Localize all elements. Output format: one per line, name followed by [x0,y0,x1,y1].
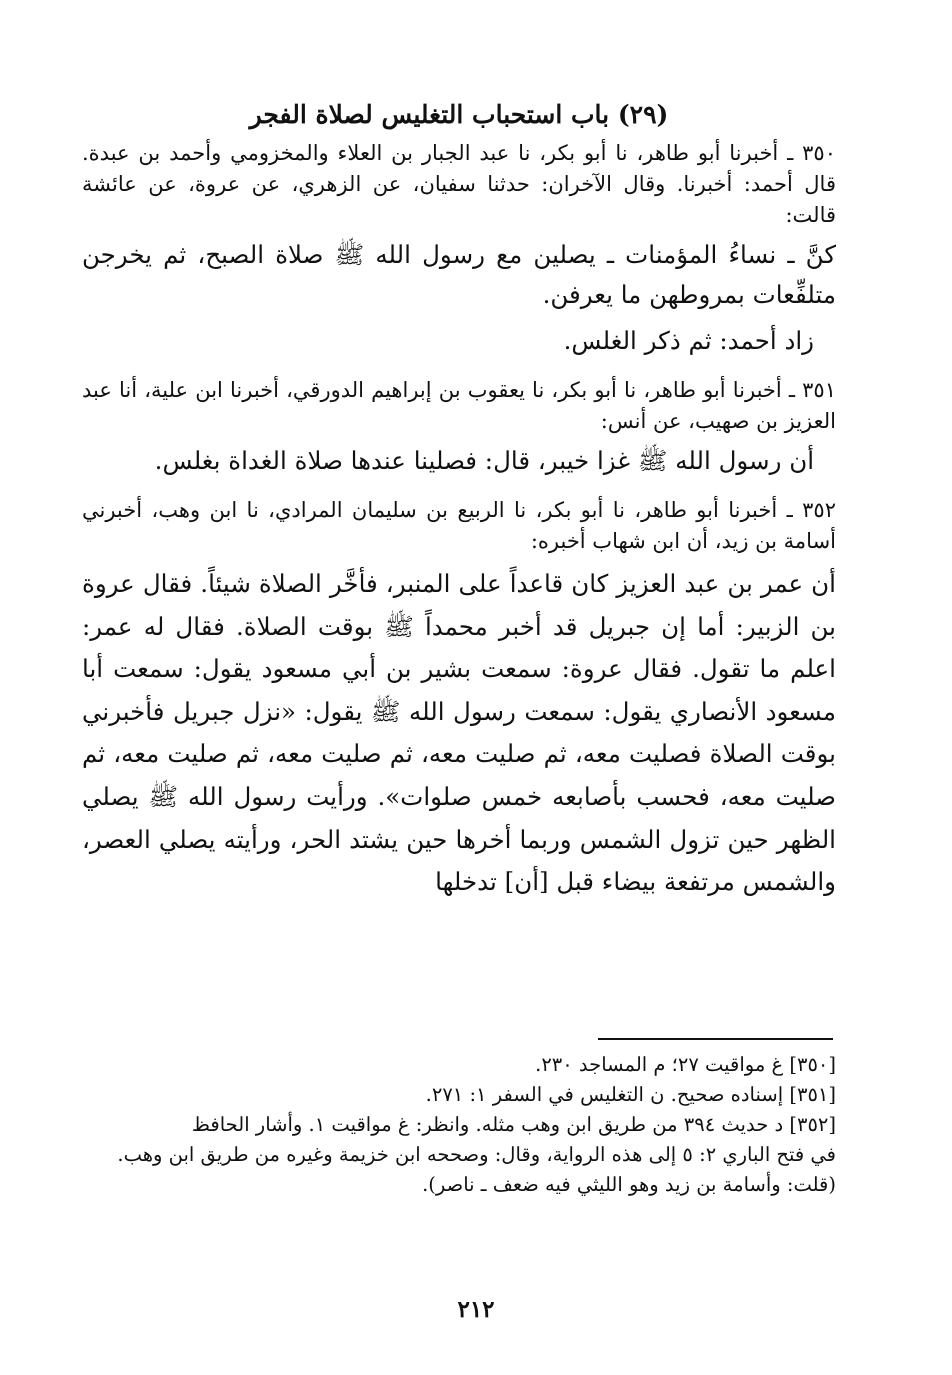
hadith-350-addition: زاد أحمد: ثم ذكر الغلس. [563,326,814,355]
footnotes [82,1050,836,1200]
footnote-352-remark: (قلت: وأسامة بن زيد وهو الليثي فيه ضعف ـ ناصر). [422,1173,836,1196]
page-number: ٢١٢ [457,1296,495,1323]
footnote-separator [598,1038,833,1040]
footnote-text: د حديث ٣٩٤ من طريق ابن وهب مثله. وانظر: غ مواقيت ١. وأشار الحافظ [191,1113,784,1136]
hadith-351-isnad: ٣٥١ ـ أخبرنا أبو طاهر، نا أبو بكر، نا يعقوب بن إبراهيم الدورقي، أخبرنا ابن علية، أنا عبد العزيز بن صهيب، عن أنس: [82,378,836,433]
footnote-ref: [٣٥١] [789,1083,836,1106]
footnote-ref: [٣٥٢] [789,1113,836,1136]
footnote-text: إسناده صحيح. ن التغليس في السفر ١: ٢٧١. [425,1083,784,1106]
main-text [82,96,836,910]
hadith-352-isnad: ٣٥٢ ـ أخبرنا أبو طاهر، نا أبو بكر، نا الربيع بن سليمان المرادي، نا ابن وهب، أخبرني أسامة بن زيد، أن ابن شهاب أخبره: [82,498,836,553]
chapter-title: (٢٩) باب استحباب التغليس لصلاة الفجر [249,100,669,129]
hadith-351-matn: أن رسول الله ﷺ غزا خيبر، قال: فصلينا عندها صلاة الغداة بغلس. [154,446,814,475]
footnote-350 [82,1050,836,1080]
footnote-352-continuation: في فتح الباري ٢: ٥ إلى هذه الرواية، وقال: وصححه ابن خزيمة وغيره من طريق ابن وهب. [117,1143,836,1166]
footnote-ref: [٣٥٠] [789,1053,836,1076]
footnote-351 [82,1080,836,1110]
hadith-350-matn: كنَّ ـ نساءُ المؤمنات ـ يصلين مع رسول الله ﷺ صلاة الصبح، ثم يخرجن متلفِّعات بمروطهن ما يعرفن. [82,240,836,309]
footnote-text: غ مواقيت ٢٧؛ م المساجد ٢٣٠. [535,1053,784,1076]
footnote-352 [82,1110,836,1140]
hadith-350-isnad: ٣٥٠ ـ أخبرنا أبو طاهر، نا أبو بكر، نا عبد الجبار بن العلاء والمخزومي وأحمد بن عبدة. قال أحمد: أخبرنا. وقال الآخران: حدثنا سفيان، عن الزهري، عن عروة، عن عائشة قالت: [82,141,836,227]
hadith-352-matn: أن عمر بن عبد العزيز كان قاعداً على المنبر، فأخَّر الصلاة شيئاً. فقال عروة بن الزبير: أما إن جبريل قد أخبر محمداً ﷺ بوقت الصلاة. فقال له عمر: اعلم ما تقول. فقال عروة: سمعت بشير بن أبي مسعود يقول: سمعت أبا مسعود الأنصاري يقول: سمعت رسول الله ﷺ يقول: «نزل جبريل فأخبرني بوقت الصلاة فصليت معه، ثم صليت معه، ثم صليت معه، ثم صليت معه، ثم صليت معه، فحسب بأصابعه خمس صلوات». ورأيت رسول الله ﷺ يصلي الظهر حين تزول الشمس وربما أخرها حين يشتد الحر، ورأيته يصلي العصر، والشمس مرتفعة بيضاء قبل [أن] تدخلها [82,569,836,897]
